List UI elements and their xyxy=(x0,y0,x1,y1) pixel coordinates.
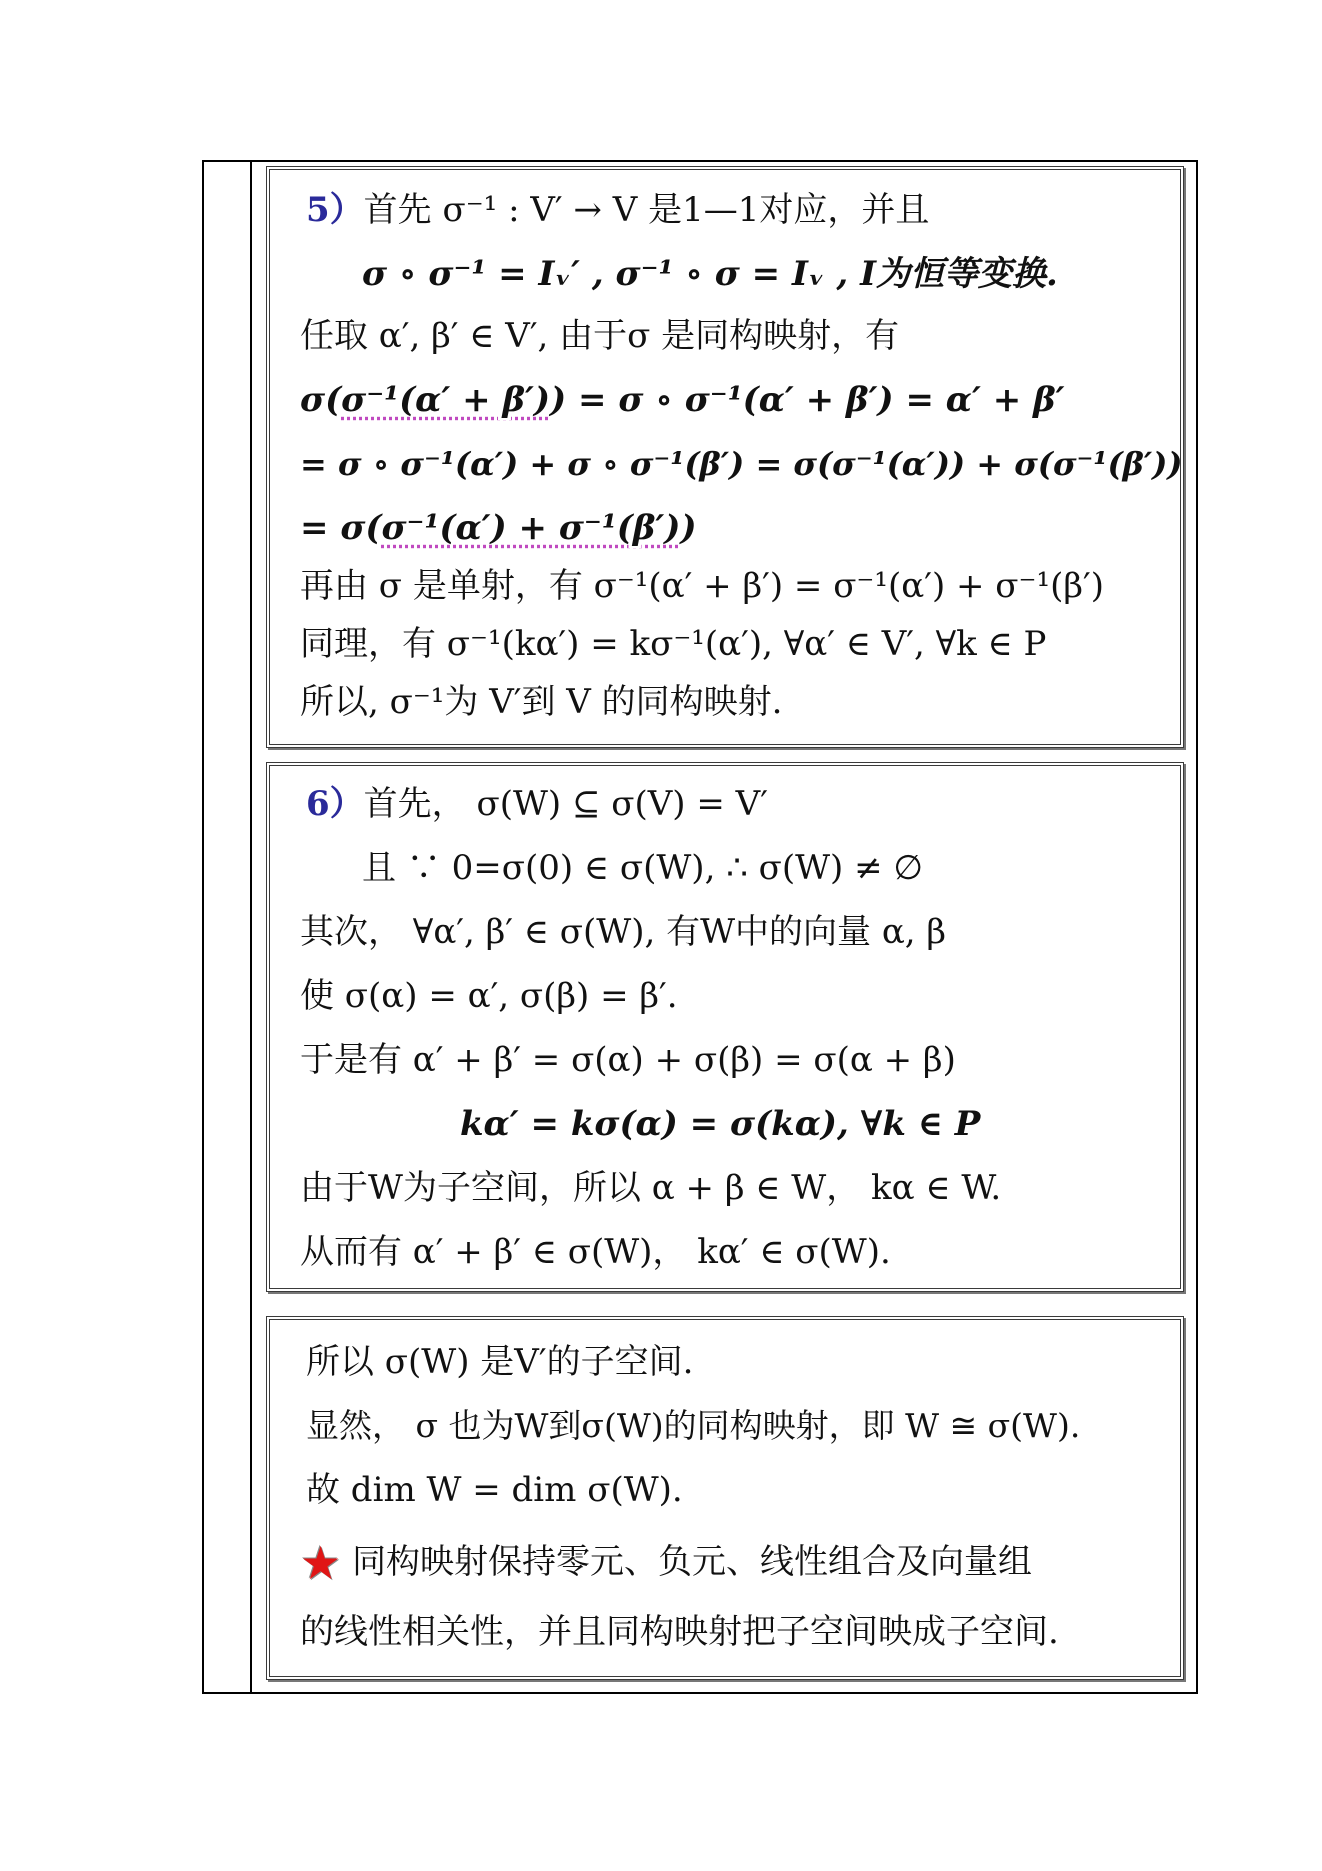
slide2-line-4: 使 σ(α) = α′, σ(β) = β′. xyxy=(300,976,678,1016)
slide1-line-6: = σ(σ⁻¹(α′) + σ⁻¹(β′)) xyxy=(300,508,697,548)
table-column-divider xyxy=(250,162,252,1692)
slide1-line-1: 5）首先 σ⁻¹ : V′ → V 是1—1对应，并且 xyxy=(306,190,930,230)
slide3-line-2: 显然， σ 也为W到σ(W)的同构映射，即 W ≅ σ(W). xyxy=(306,1406,1081,1445)
slide2-line-5: 于是有 α′ + β′ = σ(α) + σ(β) = σ(α + β) xyxy=(300,1040,956,1080)
star-icon: ★ xyxy=(300,1536,342,1590)
slide1-line-5: = σ ∘ σ⁻¹(α′) + σ ∘ σ⁻¹(β′) = σ(σ⁻¹(α′)) + σ(σ⁻¹(β′)) xyxy=(300,445,1183,483)
slide1-line-4: σ(σ⁻¹(α′ + β′)) = σ ∘ σ⁻¹(α′ + β′) = α′ + β′ xyxy=(300,380,1065,420)
slide2-line-8: 从而有 α′ + β′ ∈ σ(W)， kα′ ∈ σ(W). xyxy=(300,1232,891,1272)
slide3-line-3: 故 dim W = dim σ(W). xyxy=(306,1470,683,1510)
slide3-line-1: 所以 σ(W) 是V′的子空间. xyxy=(306,1342,694,1382)
step-number: 6） xyxy=(306,784,364,824)
slide-proof-part-5 xyxy=(266,166,1184,748)
slide1-line-9: 所以, σ⁻¹为 V′到 V 的同构映射. xyxy=(300,682,783,722)
slide2-line-7: 由于W为子空间，所以 α + β ∈ W， kα ∈ W. xyxy=(300,1168,1002,1208)
slide1-line-7: 再由 σ 是单射，有 σ⁻¹(α′ + β′) = σ⁻¹(α′) + σ⁻¹(β′) xyxy=(300,566,1104,606)
slide-proof-part-6 xyxy=(266,762,1184,1292)
slide3-line-4: ★ 同构映射保持零元、负元、线性组合及向量组 xyxy=(300,1536,1033,1590)
slide1-line-3: 任取 α′, β′ ∈ V′, 由于σ 是同构映射，有 xyxy=(300,316,900,356)
slide2-line-3: 其次， ∀α′, β′ ∈ σ(W), 有W中的向量 α, β xyxy=(300,912,947,952)
slide-conclusion xyxy=(266,1316,1184,1680)
slide2-line-1: 6）首先， σ(W) ⊆ σ(V) = V′ xyxy=(306,784,768,824)
slide2-line-2: 且 ∵ 0=σ(0) ∈ σ(W), ∴ σ(W) ≠ ∅ xyxy=(362,848,924,888)
slide1-line-2: σ ∘ σ⁻¹ = Iᵥ′ , σ⁻¹ ∘ σ = Iᵥ , I为恒等变换. xyxy=(362,254,1058,294)
slide2-line-6: kα′ = kσ(α) = σ(kα), ∀k ∈ P xyxy=(460,1104,981,1144)
slide1-line-8: 同理，有 σ⁻¹(kα′) = kσ⁻¹(α′), ∀α′ ∈ V′, ∀k ∈ P xyxy=(300,624,1047,664)
step-number: 5） xyxy=(306,190,364,230)
slide3-line-5: 的线性相关性，并且同构映射把子空间映成子空间. xyxy=(300,1612,1059,1652)
